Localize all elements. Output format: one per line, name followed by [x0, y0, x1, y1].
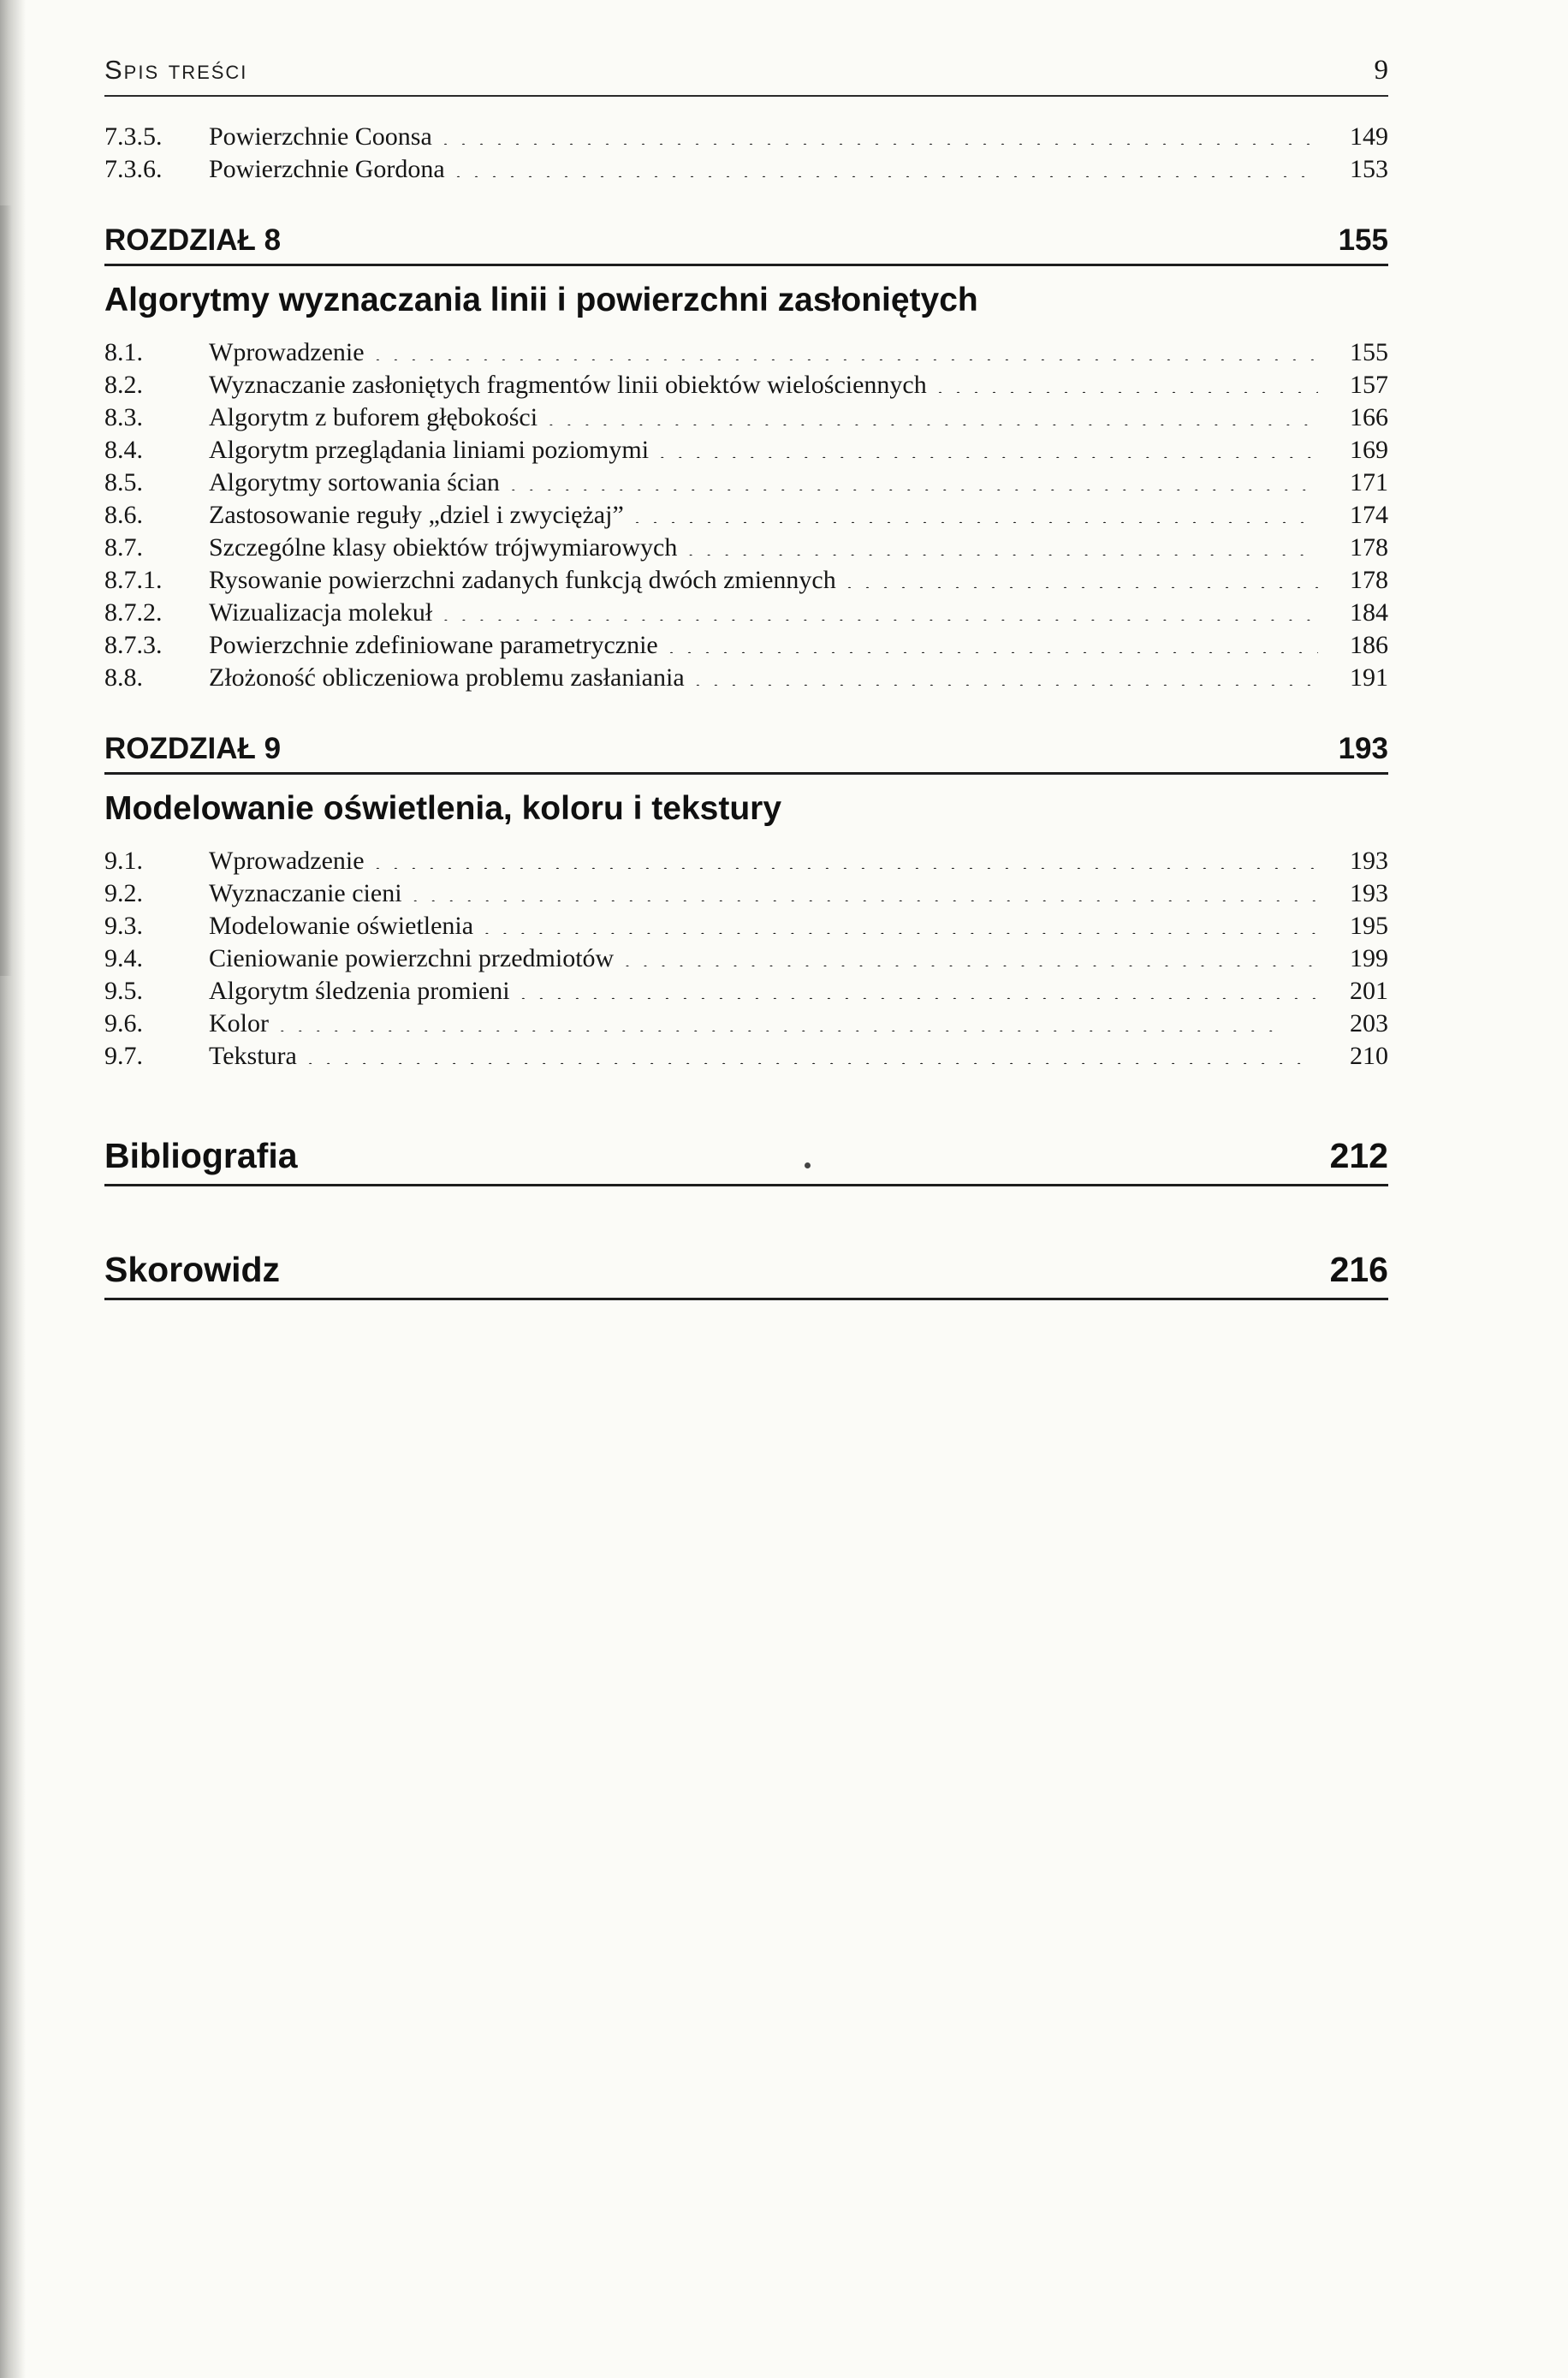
dot-leader — [548, 413, 1318, 425]
toc-entry — [104, 975, 1388, 1008]
chapter-heading — [104, 223, 1388, 266]
toc-entry — [104, 369, 1388, 401]
entry-page: 184 — [1350, 598, 1388, 627]
entry-number: 8.8. — [104, 663, 143, 692]
entry-title: Algorytm śledzenia promieni — [209, 977, 510, 1005]
toc-page — [104, 55, 1388, 1300]
chapter-page: 193 — [1338, 732, 1388, 765]
entry-page: 149 — [1350, 122, 1388, 151]
chapter-8-section — [104, 223, 1388, 694]
entry-title: Złożoność obliczeniowa problemu zasłaniania — [209, 663, 685, 692]
entry-number: 8.2. — [104, 371, 143, 399]
toc-entry — [104, 629, 1388, 662]
dot-leader — [375, 348, 1318, 360]
toc-entry — [104, 499, 1388, 532]
entry-number: 9.2. — [104, 879, 143, 907]
index-heading — [104, 1250, 1388, 1300]
chapter-label: ROZDZIAŁ 9 — [104, 732, 282, 765]
dot-leader — [846, 576, 1318, 588]
entry-number: 9.4. — [104, 944, 143, 972]
entry-number: 7.3.6. — [104, 155, 163, 183]
toc-entry — [104, 336, 1388, 369]
leading-entries — [104, 121, 1388, 186]
entry-title: Wprowadzenie — [209, 847, 365, 875]
dot-leader — [484, 922, 1318, 934]
entry-title: Wprowadzenie — [209, 338, 365, 366]
backmatter-page: 212 — [1329, 1136, 1388, 1175]
entry-number: 9.7. — [104, 1042, 143, 1070]
dot-leader — [624, 954, 1318, 966]
running-header-page-number: 9 — [1374, 55, 1388, 86]
entry-page: 155 — [1350, 338, 1388, 366]
entry-title: Szczególne klasy obiektów trójwymiarowych — [209, 533, 678, 562]
toc-entry — [104, 153, 1388, 186]
entry-title: Powierzchnie zdefiniowane parametrycznie — [209, 631, 658, 659]
entry-title: Wyznaczanie cieni — [209, 879, 402, 907]
chapter-label: ROZDZIAŁ 8 — [104, 223, 282, 257]
chapter-heading — [104, 732, 1388, 775]
dot-leader — [279, 1020, 1318, 1031]
entry-number: 8.6. — [104, 501, 143, 529]
entry-number: 8.7.3. — [104, 631, 163, 659]
entry-page: 166 — [1350, 403, 1388, 431]
entry-title: Wyznaczanie zasłoniętych fragmentów linii obiektów wielościennych — [209, 371, 927, 399]
entry-title: Tekstura — [209, 1042, 297, 1070]
toc-entry — [104, 845, 1388, 877]
dot-leader — [413, 889, 1318, 901]
entry-number: 8.4. — [104, 436, 143, 464]
dot-leader — [442, 133, 1318, 145]
toc-entry — [104, 942, 1388, 975]
dot-leader — [510, 479, 1318, 490]
dot-leader — [375, 857, 1318, 869]
dot-leader — [520, 987, 1318, 999]
entry-page: 174 — [1350, 501, 1388, 529]
dot-leader — [668, 641, 1318, 653]
entry-title: Kolor — [209, 1009, 269, 1037]
entry-title: Wizualizacja molekuł — [209, 598, 433, 627]
dot-leader — [455, 165, 1318, 177]
toc-entry — [104, 121, 1388, 153]
chapter-9-section — [104, 732, 1388, 1073]
toc-entry — [104, 467, 1388, 499]
chapter-title: Modelowanie oświetlenia, koloru i tekstury — [104, 790, 782, 827]
toc-entry — [104, 910, 1388, 942]
entry-page: 201 — [1350, 977, 1388, 1005]
entry-page: 153 — [1350, 155, 1388, 183]
dot-leader — [695, 674, 1318, 686]
chapter-page: 155 — [1338, 223, 1388, 257]
entry-page: 157 — [1350, 371, 1388, 399]
entry-number: 8.3. — [104, 403, 143, 431]
entry-number: 9.1. — [104, 847, 143, 875]
entry-page: 169 — [1350, 436, 1388, 464]
entry-page: 191 — [1350, 663, 1388, 692]
toc-entry — [104, 597, 1388, 629]
entry-title: Cieniowanie powierzchni przedmiotów — [209, 944, 615, 972]
entry-page: 171 — [1350, 468, 1388, 496]
dot-leader — [307, 1052, 1318, 1064]
bibliography-heading — [104, 1136, 1388, 1186]
entry-number: 8.7.1. — [104, 566, 163, 594]
entry-page: 210 — [1350, 1042, 1388, 1070]
toc-entry — [104, 564, 1388, 597]
chapter-title: Algorytmy wyznaczania linii i powierzchni zasłoniętych — [104, 282, 978, 318]
dot-leader — [687, 544, 1318, 556]
entry-page: 199 — [1350, 944, 1388, 972]
entry-number: 8.7. — [104, 533, 143, 562]
toc-entry — [104, 662, 1388, 694]
entry-page: 178 — [1350, 566, 1388, 594]
entry-title: Algorytm przeglądania liniami poziomymi — [209, 436, 650, 464]
entry-number: 9.3. — [104, 912, 143, 940]
scan-left-smudge — [0, 205, 12, 976]
entry-page: 193 — [1350, 879, 1388, 907]
entry-title: Modelowanie oświetlenia — [209, 912, 474, 940]
running-header-title: Spis treści — [104, 55, 248, 85]
entry-number: 8.1. — [104, 338, 143, 366]
entry-number: 8.5. — [104, 468, 143, 496]
entry-page: 203 — [1350, 1009, 1388, 1037]
entry-title: Powierzchnie Gordona — [209, 155, 445, 183]
toc-entry — [104, 877, 1388, 910]
backmatter-title: Skorowidz — [104, 1250, 281, 1289]
entry-number: 9.6. — [104, 1009, 143, 1037]
dot-leader — [937, 381, 1318, 393]
toc-entry — [104, 532, 1388, 564]
backmatter-title: Bibliografia — [104, 1136, 298, 1175]
chapter-8-entries — [104, 336, 1388, 694]
entry-title: Zastosowanie reguły „dziel i zwyciężaj” — [209, 501, 624, 529]
backmatter-page: 216 — [1329, 1250, 1388, 1289]
chapter-9-entries — [104, 845, 1388, 1073]
toc-entry — [104, 434, 1388, 467]
entry-number: 7.3.5. — [104, 122, 163, 151]
dot-leader — [634, 511, 1318, 523]
entry-page: 195 — [1350, 912, 1388, 940]
entry-number: 9.5. — [104, 977, 143, 1005]
toc-entry — [104, 1008, 1388, 1040]
entry-title: Algorytm z buforem głębokości — [209, 403, 538, 431]
toc-entry — [104, 1040, 1388, 1073]
entry-title: Rysowanie powierzchni zadanych funkcją dwóch zmiennych — [209, 566, 836, 594]
entry-page: 178 — [1350, 533, 1388, 562]
page-header — [104, 55, 1388, 97]
entry-number: 8.7.2. — [104, 598, 163, 627]
toc-entry — [104, 401, 1388, 434]
entry-page: 193 — [1350, 847, 1388, 875]
dot-leader — [442, 609, 1318, 621]
entry-title: Powierzchnie Coonsa — [209, 122, 432, 151]
entry-title: Algorytmy sortowania ścian — [209, 468, 500, 496]
dot-leader — [659, 446, 1318, 458]
entry-page: 186 — [1350, 631, 1388, 659]
